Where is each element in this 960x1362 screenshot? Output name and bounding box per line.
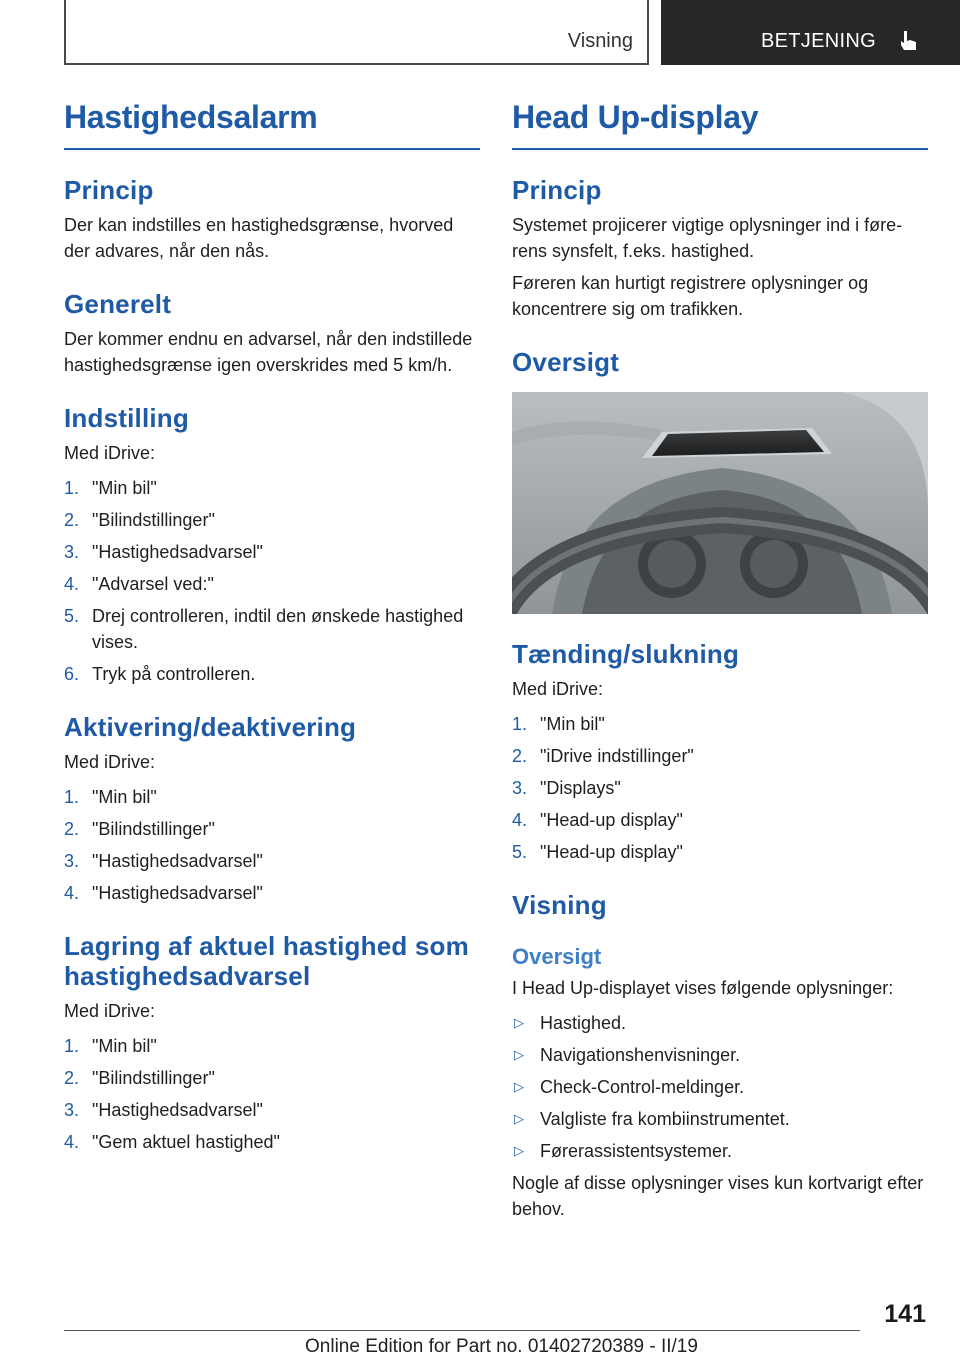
heading-oversigt: Oversigt (512, 347, 620, 378)
step-text: "Hastighedsadvarsel" (92, 882, 263, 903)
triangle-bullet-icon: ▷ (514, 1014, 524, 1030)
list-item (64, 661, 480, 687)
heading-generelt: Generelt (64, 289, 172, 320)
lagring-steps (64, 1033, 480, 1155)
step-number: 3. (64, 850, 80, 871)
lagring-intro: Med iDrive: (64, 1000, 156, 1021)
step-text: "Bilindstillinger" (92, 818, 215, 839)
step-text: "Min bil" (540, 713, 605, 734)
list-item (64, 507, 480, 533)
step-number: 4. (64, 1131, 80, 1152)
display-info-list (512, 1010, 928, 1164)
footer-divider (64, 1330, 860, 1331)
list-item (512, 1042, 928, 1068)
step-number: 3. (64, 541, 80, 562)
list-item (512, 1138, 928, 1164)
indstilling-intro: Med iDrive: (64, 442, 156, 463)
list-item (64, 1065, 480, 1091)
step-text: "Gem aktuel hastighed" (92, 1131, 280, 1152)
step-text: Tryk på controlleren. (92, 663, 256, 684)
header-section-label: Visning (567, 30, 633, 52)
list-item (64, 1129, 480, 1155)
heading-lagring: Lagring af aktuel hastighed som hastighedsadvarsel (64, 930, 469, 991)
step-text: Drej controlleren, indtil den ønskede hastighed vises. (92, 605, 464, 652)
triangle-bullet-icon: ▷ (514, 1110, 524, 1126)
list-item (512, 807, 928, 833)
step-text: "Bilindstillinger" (92, 1067, 215, 1088)
list-item (64, 880, 480, 906)
bullet-text: Check-Control-meldinger. (540, 1076, 745, 1097)
step-text: "Hastighedsadvarsel" (92, 541, 263, 562)
list-item (512, 743, 928, 769)
princip-paragraph-2: Føreren kan hurtigt registrere oplysninger og koncentrere sig om trafikken. (512, 273, 869, 320)
step-number: 5. (64, 605, 80, 626)
list-item (512, 775, 928, 801)
visning-outro: Nogle af disse oplysninger vises kun kortvarigt efter behov. (512, 1172, 924, 1219)
aktivering-steps (64, 784, 480, 906)
taending-steps (512, 711, 928, 865)
header-chapter-tab (661, 0, 960, 65)
page-title-speed-alarm: Hastighedsalarm (64, 99, 318, 135)
list-item (64, 1033, 480, 1059)
step-text: "Bilindstillinger" (92, 509, 215, 530)
list-item (64, 816, 480, 842)
taending-intro: Med iDrive: (512, 678, 604, 699)
step-text: "Min bil" (92, 786, 157, 807)
list-item (512, 1074, 928, 1100)
triangle-bullet-icon: ▷ (514, 1078, 524, 1094)
step-number: 2. (512, 745, 528, 766)
heading-princip: Princip (512, 175, 602, 206)
bullet-text: Valgliste fra kombiinstrumentet. (540, 1108, 790, 1129)
step-text: "Displays" (540, 777, 621, 798)
list-item (512, 839, 928, 865)
heading-visning: Visning (512, 889, 607, 920)
step-text: "Min bil" (92, 1035, 157, 1056)
step-number: 5. (512, 841, 528, 862)
list-item (64, 848, 480, 874)
step-text: "Advarsel ved:" (92, 573, 214, 594)
step-text: "Hastighedsadvarsel" (92, 1099, 263, 1120)
step-text: "Hastighedsadvarsel" (92, 850, 263, 871)
step-number: 4. (512, 809, 528, 830)
triangle-bullet-icon: ▷ (514, 1142, 524, 1158)
step-number: 1. (64, 477, 80, 498)
list-item (64, 539, 480, 565)
left-column (64, 100, 480, 1161)
step-number: 2. (64, 1067, 80, 1088)
indstilling-steps (64, 475, 480, 687)
step-text: "Head-up display" (540, 809, 683, 830)
bullet-text: Navigationshenvisninger. (540, 1044, 741, 1065)
header-chapter-label: BETJENING (761, 30, 876, 52)
list-item (512, 1010, 928, 1036)
step-number: 2. (64, 509, 80, 530)
generelt-paragraph: Der kommer endnu en advarsel, når den indstillede hastighedsgrænse igen overskrides med 5 km/h. (64, 328, 473, 375)
triangle-bullet-icon: ▷ (514, 1046, 524, 1062)
right-column (512, 100, 928, 1222)
hand-pointer-icon (897, 28, 919, 54)
list-item (64, 603, 480, 655)
step-text: "Head-up display" (540, 841, 683, 862)
step-number: 4. (64, 882, 80, 903)
step-number: 2. (64, 818, 80, 839)
bullet-text: Førerassistentsystemer. (540, 1140, 733, 1161)
step-number: 6. (64, 663, 80, 684)
list-item (64, 475, 480, 501)
step-number: 1. (512, 713, 528, 734)
heading-taending: Tænding/slukning (512, 638, 740, 669)
bullet-text: Hastighed. (540, 1012, 627, 1033)
page-title-head-up-display: Head Up-display (512, 99, 759, 135)
head-up-display-dashboard-image (512, 392, 928, 614)
step-text: "Min bil" (92, 477, 157, 498)
list-item (64, 784, 480, 810)
list-item (512, 711, 928, 737)
step-number: 3. (64, 1099, 80, 1120)
visning-intro: I Head Up-displayet vises følgende oplysninger: (512, 977, 894, 998)
step-text: "iDrive indstillinger" (540, 745, 694, 766)
header-section-tab (64, 0, 649, 65)
subheading-oversigt: Oversigt (512, 943, 602, 969)
title-divider (64, 148, 480, 150)
page-number: 141 (884, 1300, 926, 1328)
step-number: 3. (512, 777, 528, 798)
princip-paragraph: Der kan indstilles en hastighedsgrænse, hvorved der advares, når den nås. (64, 215, 454, 262)
princip-paragraph-1: Systemet projicerer vigtige oplysninger ind i førerens synsfelt, f.eks. hastighed. (512, 215, 903, 262)
list-item (512, 1106, 928, 1132)
list-item (64, 1097, 480, 1123)
heading-indstilling: Indstilling (64, 402, 189, 433)
step-number: 1. (64, 1035, 80, 1056)
title-divider (512, 148, 928, 150)
step-number: 1. (64, 786, 80, 807)
heading-princip: Princip (64, 175, 154, 206)
step-number: 4. (64, 573, 80, 594)
list-item (64, 571, 480, 597)
footer-edition-text: Online Edition for Part no. 01402720389 - II/19 (305, 1336, 698, 1357)
heading-aktivering: Aktivering/deaktivering (64, 711, 357, 742)
aktivering-intro: Med iDrive: (64, 751, 156, 772)
